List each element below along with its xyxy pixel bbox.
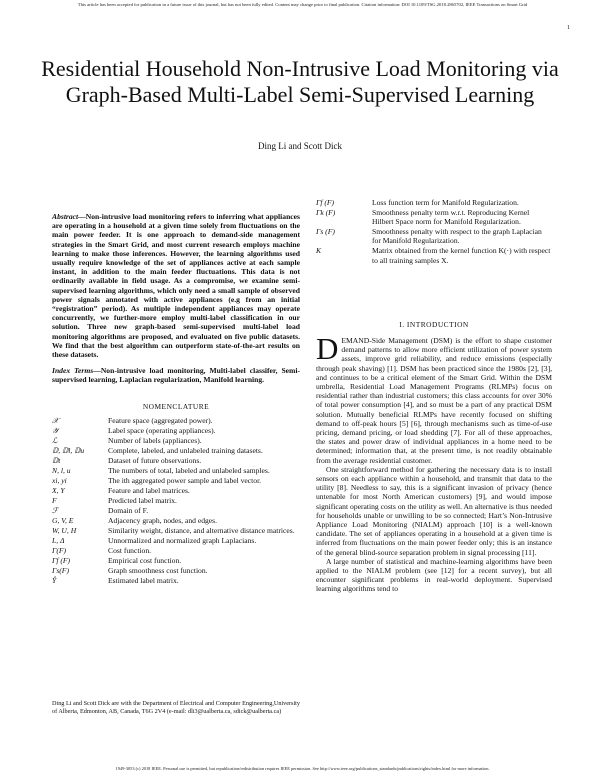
nomenclature-row (316, 227, 552, 245)
nomenclature-description: Smoothness penalty with respect to the graph Laplacian for Manifold Regularization. (372, 227, 542, 246)
nomenclature-symbol: Γf (F) (316, 198, 335, 207)
intro-paragraph-2: One straightforward method for gathering the necessary data is to install sensors on each appliance within a household, and transmit that data to the utility [8]. Needless to say, this is a significant invasion of privacy (hence untenable for most North American customers) [9], and would impose significant operating costs on the utility as well. An alternative is thus needed for households unable or unwilling to be so connected; Hart’s Non-Intrusive Appliance Load Monitoring (NIALM) approach [10] is a well-known candidate. The set of appliances operating in a household at a given time is inferred from fluctuations on the main power feeder only; this is an instance of the general blind-source separation problem in signal processing [11]. (316, 464, 552, 557)
nomenclature-symbol: G, V, E (52, 516, 74, 525)
nomenclature-description: Domain of F. (108, 506, 149, 515)
nomenclature-list-right (316, 198, 552, 266)
nomenclature-row (52, 486, 300, 495)
nomenclature-symbol: 𝒴 (52, 426, 58, 435)
nomenclature-description: Dataset of future observations. (108, 456, 202, 465)
nomenclature-symbol: ℒ (52, 436, 58, 445)
nomenclature-symbol: N, l, u (52, 466, 71, 475)
nomenclature-title: NOMENCLATURE (142, 402, 210, 411)
nomenclature-description: Number of labels (appliances). (108, 436, 202, 445)
nomenclature-symbol: X, Y (52, 486, 65, 495)
nomenclature-row (52, 436, 300, 445)
nomenclature-description: The numbers of total, labeled and unlabeled samples. (108, 466, 270, 475)
nomenclature-description: The ith aggregated power sample and label vector. (108, 476, 262, 485)
nomenclature-symbol: L, Δ (52, 536, 65, 545)
nomenclature-description: Complete, labeled, and unlabeled training datasets. (108, 446, 263, 455)
nomenclature-row (52, 566, 300, 575)
nomenclature-description: Cost function. (108, 546, 152, 555)
nomenclature-description: Feature space (aggregated power). (108, 416, 213, 425)
page-number: 1 (567, 25, 570, 31)
nomenclature-row (52, 476, 300, 485)
nomenclature-row (52, 506, 300, 515)
nomenclature-description: Unnormalized and normalized graph Laplacians. (108, 536, 257, 545)
nomenclature-symbol: 𝔻t (52, 456, 61, 465)
nomenclature-symbol: F (52, 496, 57, 505)
nomenclature-row (52, 536, 300, 545)
nomenclature-row (52, 516, 300, 525)
nomenclature-row (52, 556, 300, 565)
nomenclature-symbol: Γk (F) (316, 208, 336, 217)
copyright-footer: 1949-3053 (c) 2018 IEEE. Personal use is permitted, but republication/redistribution requires IEEE permission. See http://www.ieee.org/publications_standards/publications/rights/index.html for more information. (115, 766, 490, 771)
nomenclature-symbol: Γ(F) (52, 546, 67, 555)
nomenclature-description: Label space (operating appliances). (108, 426, 216, 435)
nomenclature-description: Loss function term for Manifold Regularization. (372, 198, 519, 207)
nomenclature-description: Graph smoothness cost function. (108, 566, 208, 575)
nomenclature-symbol: Ŷ (52, 576, 57, 585)
nomenclature-row (316, 198, 552, 207)
paper-title: Residential Household Non-Intrusive Load Monitoring via Graph-Based Multi-Label Semi-Supervised Learning (41, 56, 559, 107)
abstract (52, 212, 300, 359)
nomenclature-row (52, 466, 300, 475)
nomenclature-symbol: Γs (F) (316, 227, 335, 237)
nomenclature-row (52, 456, 300, 465)
publication-notice: This article has been accepted for publication in a future issue of this journal, but has not been fully edited. Content may change prior to final publication. Citation information: DOI 10.1109/TSG.2018.2865702, IEEE Transactions on Smart Grid (77, 2, 528, 7)
nomenclature-symbol: K (316, 246, 322, 256)
index-terms (52, 366, 300, 384)
nomenclature-symbol: W, U, H (52, 526, 77, 535)
author-footnote: Ding Li and Scott Dick are with the Department of Electrical and Computer Engineering,University of Alberta, Edmonton, AB, Canada, T6G 2V4 (e-mail: dli3@ualberta.ca, sdick@ualberta.ca) (52, 700, 300, 715)
nomenclature-description: Matrix obtained from the kernel function K(·) with respect to all training samples X. (372, 246, 551, 265)
nomenclature-symbol: 𝒳 (52, 416, 59, 425)
nomenclature-symbol: 𝔻, 𝔻l, 𝔻u (52, 446, 85, 455)
nomenclature-row (316, 246, 552, 264)
abstract-text: Non-intrusive load monitoring refers to inferring what appliances are operating in a household at a given time solely from fluctuations on the main power feeder. It is one approach to demand-side management strategies in the Smart Grid, and most current research employs machine learning to make those inferences. However, the learning algorithms used usually require knowledge of the set of appliances active at each sample instant, in addition to the main feeder fluctuations. This data is not ordinarily available in field usage. As a compromise, we examine semi-supervised learning algorithms, which only need a small sample of observed power signals annotated with active appliances (e.g from an initial “registration” period). As multiple independent appliances may operate concurrently, we further-more employ multi-label classification in our solution. Three new graph-based semi-supervised multi-label load monitoring algorithms are proposed, and evaluated on five public datasets. We find that the best algorithm can outperform state-of-the-art results on these datasets. (52, 212, 300, 360)
index-terms-text: Non-intrusive load monitoring, Multi-label classifer, Semi-supervised learning, Laplacian regularization, Manifold learning. (52, 366, 300, 385)
nomenclature-description: Empirical cost function. (108, 556, 182, 565)
nomenclature-description: Smoothness penalty term w.r.t. Reproducing Kernel Hilbert Space norm for Manifold Regularization. (372, 208, 530, 227)
index-terms-label: Index Terms— (52, 366, 101, 375)
nomenclature-symbol: ℱ (52, 506, 58, 515)
nomenclature-list-left (52, 416, 300, 586)
nomenclature-row (52, 496, 300, 505)
nomenclature-row (52, 576, 300, 585)
nomenclature-description: Adjacency graph, nodes, and edges. (108, 516, 218, 525)
nomenclature-row (316, 208, 552, 226)
introduction-body (316, 331, 552, 594)
nomenclature-symbol: Γs(F) (52, 566, 69, 575)
section-introduction-title: I. INTRODUCTION (399, 320, 469, 329)
intro-paragraph-1 (316, 331, 552, 465)
nomenclature-row (52, 446, 300, 455)
nomenclature-symbol: Γf (F) (52, 556, 71, 565)
nomenclature-row (52, 546, 300, 555)
nomenclature-description: Estimated label matrix. (108, 576, 179, 585)
nomenclature-row (52, 526, 300, 535)
intro-paragraph-1-text: EMAND-Side Management (DSM) is the effort to shape customer demand patterns to allow more efficient utilization of power system assets, improve grid reliability, and reduce emissions (especially through peak shaving) [1]. DSM has been practiced since the 1980s [2], [3], and continues to be a critical element of the Smart Grid. Within the DSM umbrella, Residential Load Management Programs (RLMPs) focus on residential rather than industrial customers; this class accounts for over 30% of total power consumption [4], and so must be a part of any practical DSM solution. Mutually beneficial RLMPs have recently focused on shifting demand to off-peak hours [5] [6], through mechanisms such as time-of-use pricing, demand pricing, or load shedding [7]. For all of these approaches, the states and power draw of individual appliances in a home need to be determined; information that, at the present time, is not readily obtainable from the average residential customer. (316, 336, 552, 465)
intro-paragraph-3: A large number of statistical and machine-learning algorithms have been applied to the NIALM problem (see [12] for a recent survey), but all encounter significant problems in real-world deployment. Supervised learning algorithms tend to (316, 556, 552, 594)
nomenclature-row (52, 426, 300, 435)
authors: Ding Li and Scott Dick (258, 141, 342, 151)
nomenclature-description: Predicted label matrix. (108, 496, 177, 505)
dropcap: D (316, 331, 339, 366)
nomenclature-symbol: xi, yi (52, 476, 67, 485)
nomenclature-row (52, 416, 300, 425)
abstract-label: Abstract— (52, 212, 86, 221)
nomenclature-description: Similarity weight, distance, and alternative distance matrices. (108, 526, 295, 535)
nomenclature-description: Feature and label matrices. (108, 486, 190, 495)
